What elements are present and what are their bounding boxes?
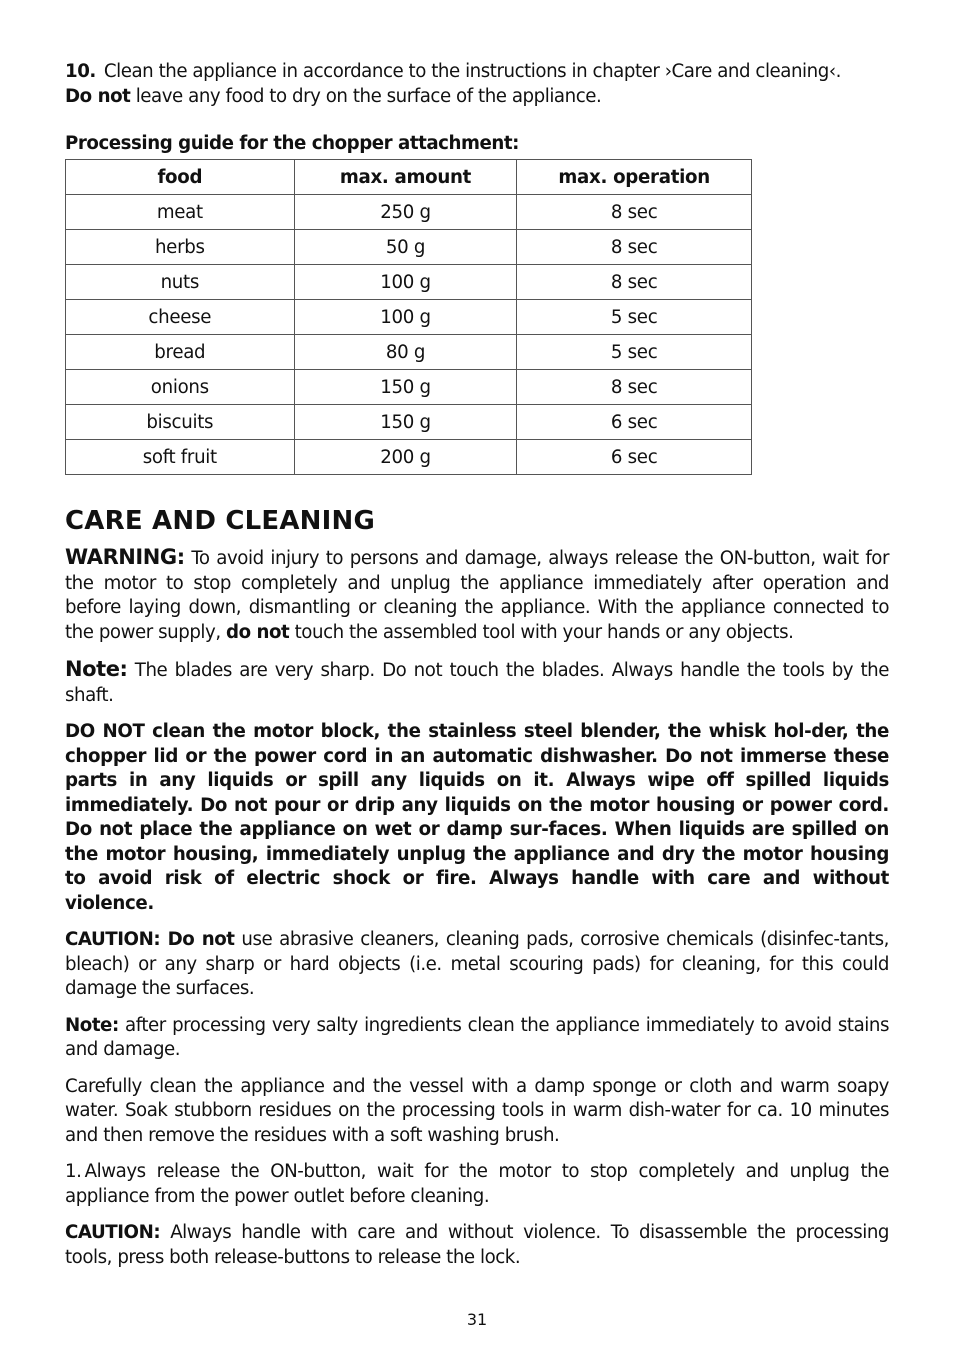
step-10-paragraph	[65, 60, 889, 109]
section-heading: CARE AND CLEANING	[65, 506, 376, 536]
amount-cell: 80 g	[294, 335, 517, 370]
food-cell: nuts	[66, 265, 295, 300]
amount-cell: 200 g	[294, 440, 517, 475]
table-row	[66, 370, 752, 405]
step-1-paragraph: 1. Always release the ON-button, wait for the motor to stop completely and unplug the appliance from the power outlet before cleaning.	[65, 1161, 889, 1207]
step-10-text-2: leave any food to dry on the surface of the appliance.	[130, 85, 602, 107]
warning-text-end: touch the assembled tool with your hands or any objects.	[289, 621, 794, 643]
note-text: after processing very salty ingredients clean the appliance immediately to avoid stains and damage.	[65, 1014, 889, 1060]
step-number: 10.	[65, 61, 96, 82]
food-cell: bread	[66, 335, 295, 370]
warning-bold-text: do not	[226, 621, 290, 643]
food-cell: biscuits	[66, 405, 295, 440]
food-cell: herbs	[66, 230, 295, 265]
caution-text: Always handle with care and without violence. To disassemble the processing tools, press both release-buttons to release the lock.	[65, 1222, 889, 1268]
table-row	[66, 195, 752, 230]
note-label: Note:	[65, 1014, 119, 1036]
caution-text: use abrasive cleaners, cleaning pads, corrosive chemicals (disinfec-tants, bleach) or any sharp or hard objects (i.e. metal scouring pads) for cleaning, for this could damage the surfaces.	[65, 929, 889, 999]
table-row	[66, 230, 752, 265]
amount-cell: 100 g	[294, 265, 517, 300]
operation-cell: 8 sec	[517, 265, 752, 300]
note-salty-paragraph	[65, 1014, 889, 1063]
step-10-bold: Do not	[65, 85, 131, 107]
operation-cell: 8 sec	[517, 230, 752, 265]
caution-disassemble-paragraph	[65, 1221, 889, 1270]
note-label: Note:	[65, 657, 128, 681]
operation-cell: 8 sec	[517, 195, 752, 230]
caution-abrasive-paragraph	[65, 928, 889, 1002]
amount-cell: 250 g	[294, 195, 517, 230]
warning-text: To avoid injury to persons and damage, always release the ON-button, wait for the motor to stop completely and unplug the appliance immediately after operation and before laying down, dismantling or cleaning the appliance. With the appliance connected to the power supply,	[65, 548, 889, 643]
table-row	[66, 265, 752, 300]
amount-cell: 150 g	[294, 405, 517, 440]
note-text: The blades are very sharp. Do not touch the blades. Always handle the tools by the shaft.	[65, 660, 889, 706]
page-content	[65, 60, 889, 1282]
operation-cell: 5 sec	[517, 335, 752, 370]
general-cleaning-paragraph: Carefully clean the appliance and the vessel with a damp sponge or cloth and warm soapy water. Soak stubborn residues on the processing tools in warm dish-water for ca. 10 minutes and then remove the residues with a soft washing brush.	[65, 1075, 889, 1146]
operation-cell: 6 sec	[517, 405, 752, 440]
table-row	[66, 405, 752, 440]
amount-cell: 150 g	[294, 370, 517, 405]
caution-label: CAUTION: Do not	[65, 929, 235, 950]
amount-cell: 100 g	[294, 300, 517, 335]
table-row	[66, 300, 752, 335]
column-header-max-operation: max. operation	[517, 160, 752, 195]
food-cell: meat	[66, 195, 295, 230]
page-number: 31	[466, 1310, 488, 1329]
column-header-food: food	[66, 160, 295, 195]
note-blades-paragraph	[65, 657, 889, 708]
amount-cell: 50 g	[294, 230, 517, 265]
food-cell: soft fruit	[66, 440, 295, 475]
food-cell: onions	[66, 370, 295, 405]
table-row	[66, 335, 752, 370]
processing-guide-title: Processing guide for the chopper attachment:	[65, 133, 519, 154]
processing-guide-table	[65, 159, 752, 475]
operation-cell: 5 sec	[517, 300, 752, 335]
table-row	[66, 440, 752, 475]
food-cell: cheese	[66, 300, 295, 335]
warning-paragraph	[65, 545, 889, 645]
operation-cell: 6 sec	[517, 440, 752, 475]
caution-label: CAUTION:	[65, 1222, 161, 1243]
do-not-dishwasher-paragraph: DO NOT clean the motor block, the stainless steel blender, the whisk hol-der, the chopper lid or the power cord in an automatic dishwasher. Do not immerse these parts in any liquids or spill any liquids on it. Always wipe off spilled liquids immediately. Do not pour or drip any liquids on the motor housing or power cord. Do not place the appliance on wet or damp sur-faces. When liquids are spilled on the motor housing, immediately unplug the appliance and dry the motor housing to avoid risk of electric shock or fire. Always handle with care and without violence.	[65, 721, 889, 914]
column-header-max-amount: max. amount	[294, 160, 517, 195]
warning-label: WARNING:	[65, 545, 185, 569]
table-header-row	[66, 160, 752, 195]
operation-cell: 8 sec	[517, 370, 752, 405]
step-10-text: Clean the appliance in accordance to the instructions in chapter ›Care and cleaning‹.	[103, 61, 841, 82]
